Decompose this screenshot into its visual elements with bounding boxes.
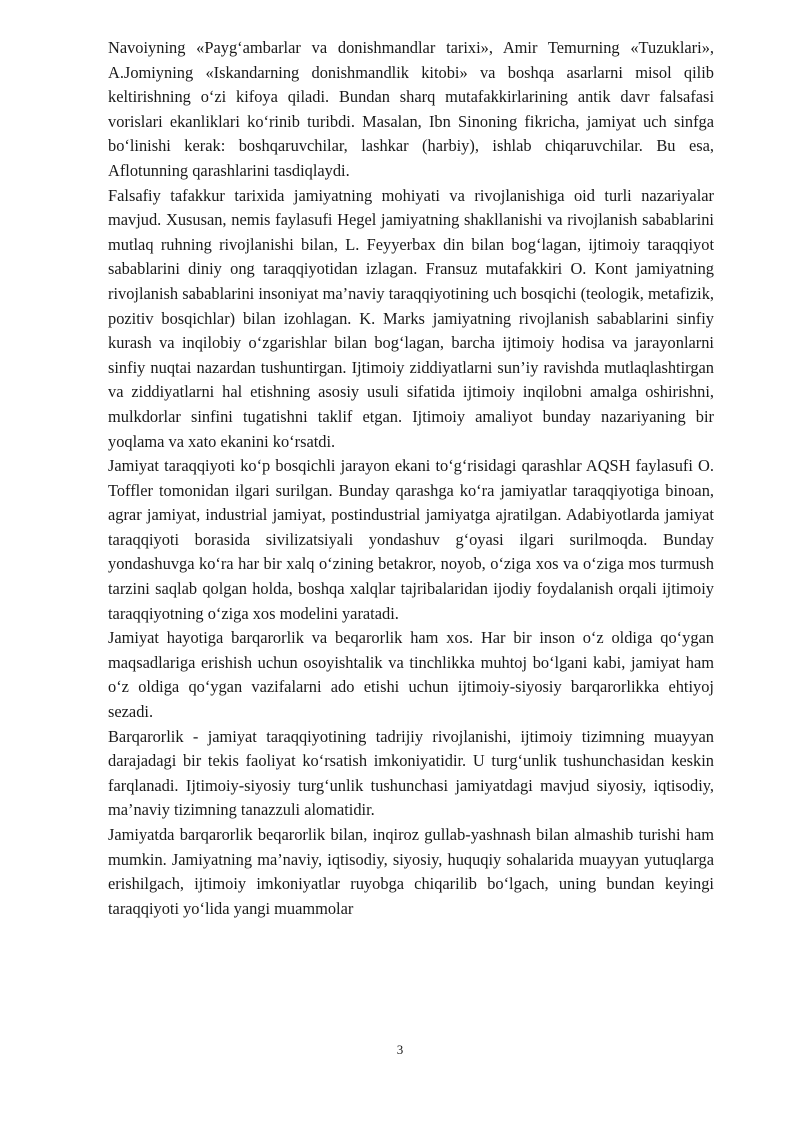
paragraph-4: Jamiyat hayotiga barqarorlik va beqarorlik ham xos. Har bir inson o‘z oldiga qo‘ygan maqsadlariga erishish uchun osoyishtalik va tinchlikka muhtoj bo‘lgani kabi, jamiyat ham o‘z oldiga qo‘ygan vazifalarni ado etishi uchun ijtimoiy-siyosiy barqarorlikka ehtiyoj sezadi.: [108, 628, 714, 722]
paragraph-6: Jamiyatda barqarorlik beqarorlik bilan, inqiroz gullab-yashnash bilan almashib turishi ham mumkin. Jamiyatning ma’naviy, iqtisodiy, siyosiy, huquqiy sohalarida muayyan yutuqlarga erishilgach, ijtimoiy imkoniyatlar ruyobga chiqarilib bo‘lgach, uning bundan keyingi taraqqiyoti yo‘lida yangi muammolar: [108, 825, 714, 918]
page-number: 3: [396, 1042, 404, 1057]
document-body: [108, 36, 714, 921]
paragraph-1: Navoiyning «Payg‘ambarlar va donishmandlar tarixi», Amir Temurning «Tuzuklari», A.Jomiyning «Iskandarning donishmandlik kitobi» va boshqa asarlarni misol qilib keltirishning o‘zi kifoya qiladi. Bundan sharq mutafakkirlarining antik davr falsafasi vorislari ekanliklari ko‘rinib turibdi. Masalan, Ibn Sinoning fikricha, jamiyat uch sinfga bo‘linishi kerak: boshqaruvchilar, lashkar (harbiy), ishlab chiqaruvchilar. Bu esa, Aflotunning qarashlarini tasdiqlaydi.: [108, 38, 714, 180]
paragraph-3: Jamiyat taraqqiyoti ko‘p bosqichli jarayon ekani to‘g‘risidagi qarashlar AQSH faylasufi O. Toffler tomonidan ilgari surilgan. Bunday qarashga ko‘ra jamiyatlar taraqqiyotiga binoan, agrar jamiyat, industrial jamiyat, postindustrial jamiyatga ajratilgan. Adabiyotlarda jamiyat taraqqiyoti borasida sivilizatsiyali yondashuv g‘oyasi ilgari surilmoqda. Bunday yondashuvga ko‘ra har bir xalq o‘zining betakror, noyob, o‘ziga xos va o‘ziga mos turmush tarzini saqlab qolgan holda, boshqa xalqlar tajribalaridan ijodiy foydalanish orqali ijtimoiy taraqqiyotning o‘ziga xos modelini yaratadi.: [108, 456, 714, 623]
paragraph-2: Falsafiy tafakkur tarixida jamiyatning mohiyati va rivojlanishiga oid turli nazariyalar mavjud. Xususan, nemis faylasufi Hegel jamiyatning shakllanishi va rivojlanish sabablarini mutlaq ruhning rivojlanishi bilan, L. Feyyerbax din bilan bog‘lagan, ijtimoiy taraqqiyot sabablarini diniy ong taraqqiyotidan izlagan. Fransuz mutafakkiri O. Kont jamiyatning rivojlanish sabablarini insoniyat ma’naviy taraqqiyotining uch bosqichi (teologik, metafizik, pozitiv bosqichlar) bilan izohlagan. K. Marks jamiyatning rivojlanish sabablarini sinfiy kurash va inqilobiy o‘zgarishlar bilan bog‘lagan, barcha ijtimoiy hodisa va jarayonlarni sinfiy nuqtai nazardan tushuntirgan. Ijtimoiy ziddiyatlarni sun’iy ravishda mutlaqlashtirgan va ziddiyatlarni hal etishning asosiy usuli sifatida ijtimoiy inqilobni amalga oshirishni, mulkdorlar sinfini tugatishni taklif etgan. Ijtimoiy amaliyot bunday nazariyaning bir yoqlama va xato ekanini ko‘rsatdi.: [108, 185, 714, 451]
paragraph-5: Barqarorlik - jamiyat taraqqiyotining tadrijiy rivojlanishi, ijtimoiy tizimning muayyan darajadagi bir tekis faoliyat ko‘rsatish imkoniyatidir. U turg‘unlik tushunchasidan keskin farqlanadi. Ijtimoiy-siyosiy turg‘unlik tushunchasi jamiyatdagi mavjud siyosiy, iqtisodiy, ma’naviy tizimning tanazzuli alomatidir.: [108, 726, 714, 820]
